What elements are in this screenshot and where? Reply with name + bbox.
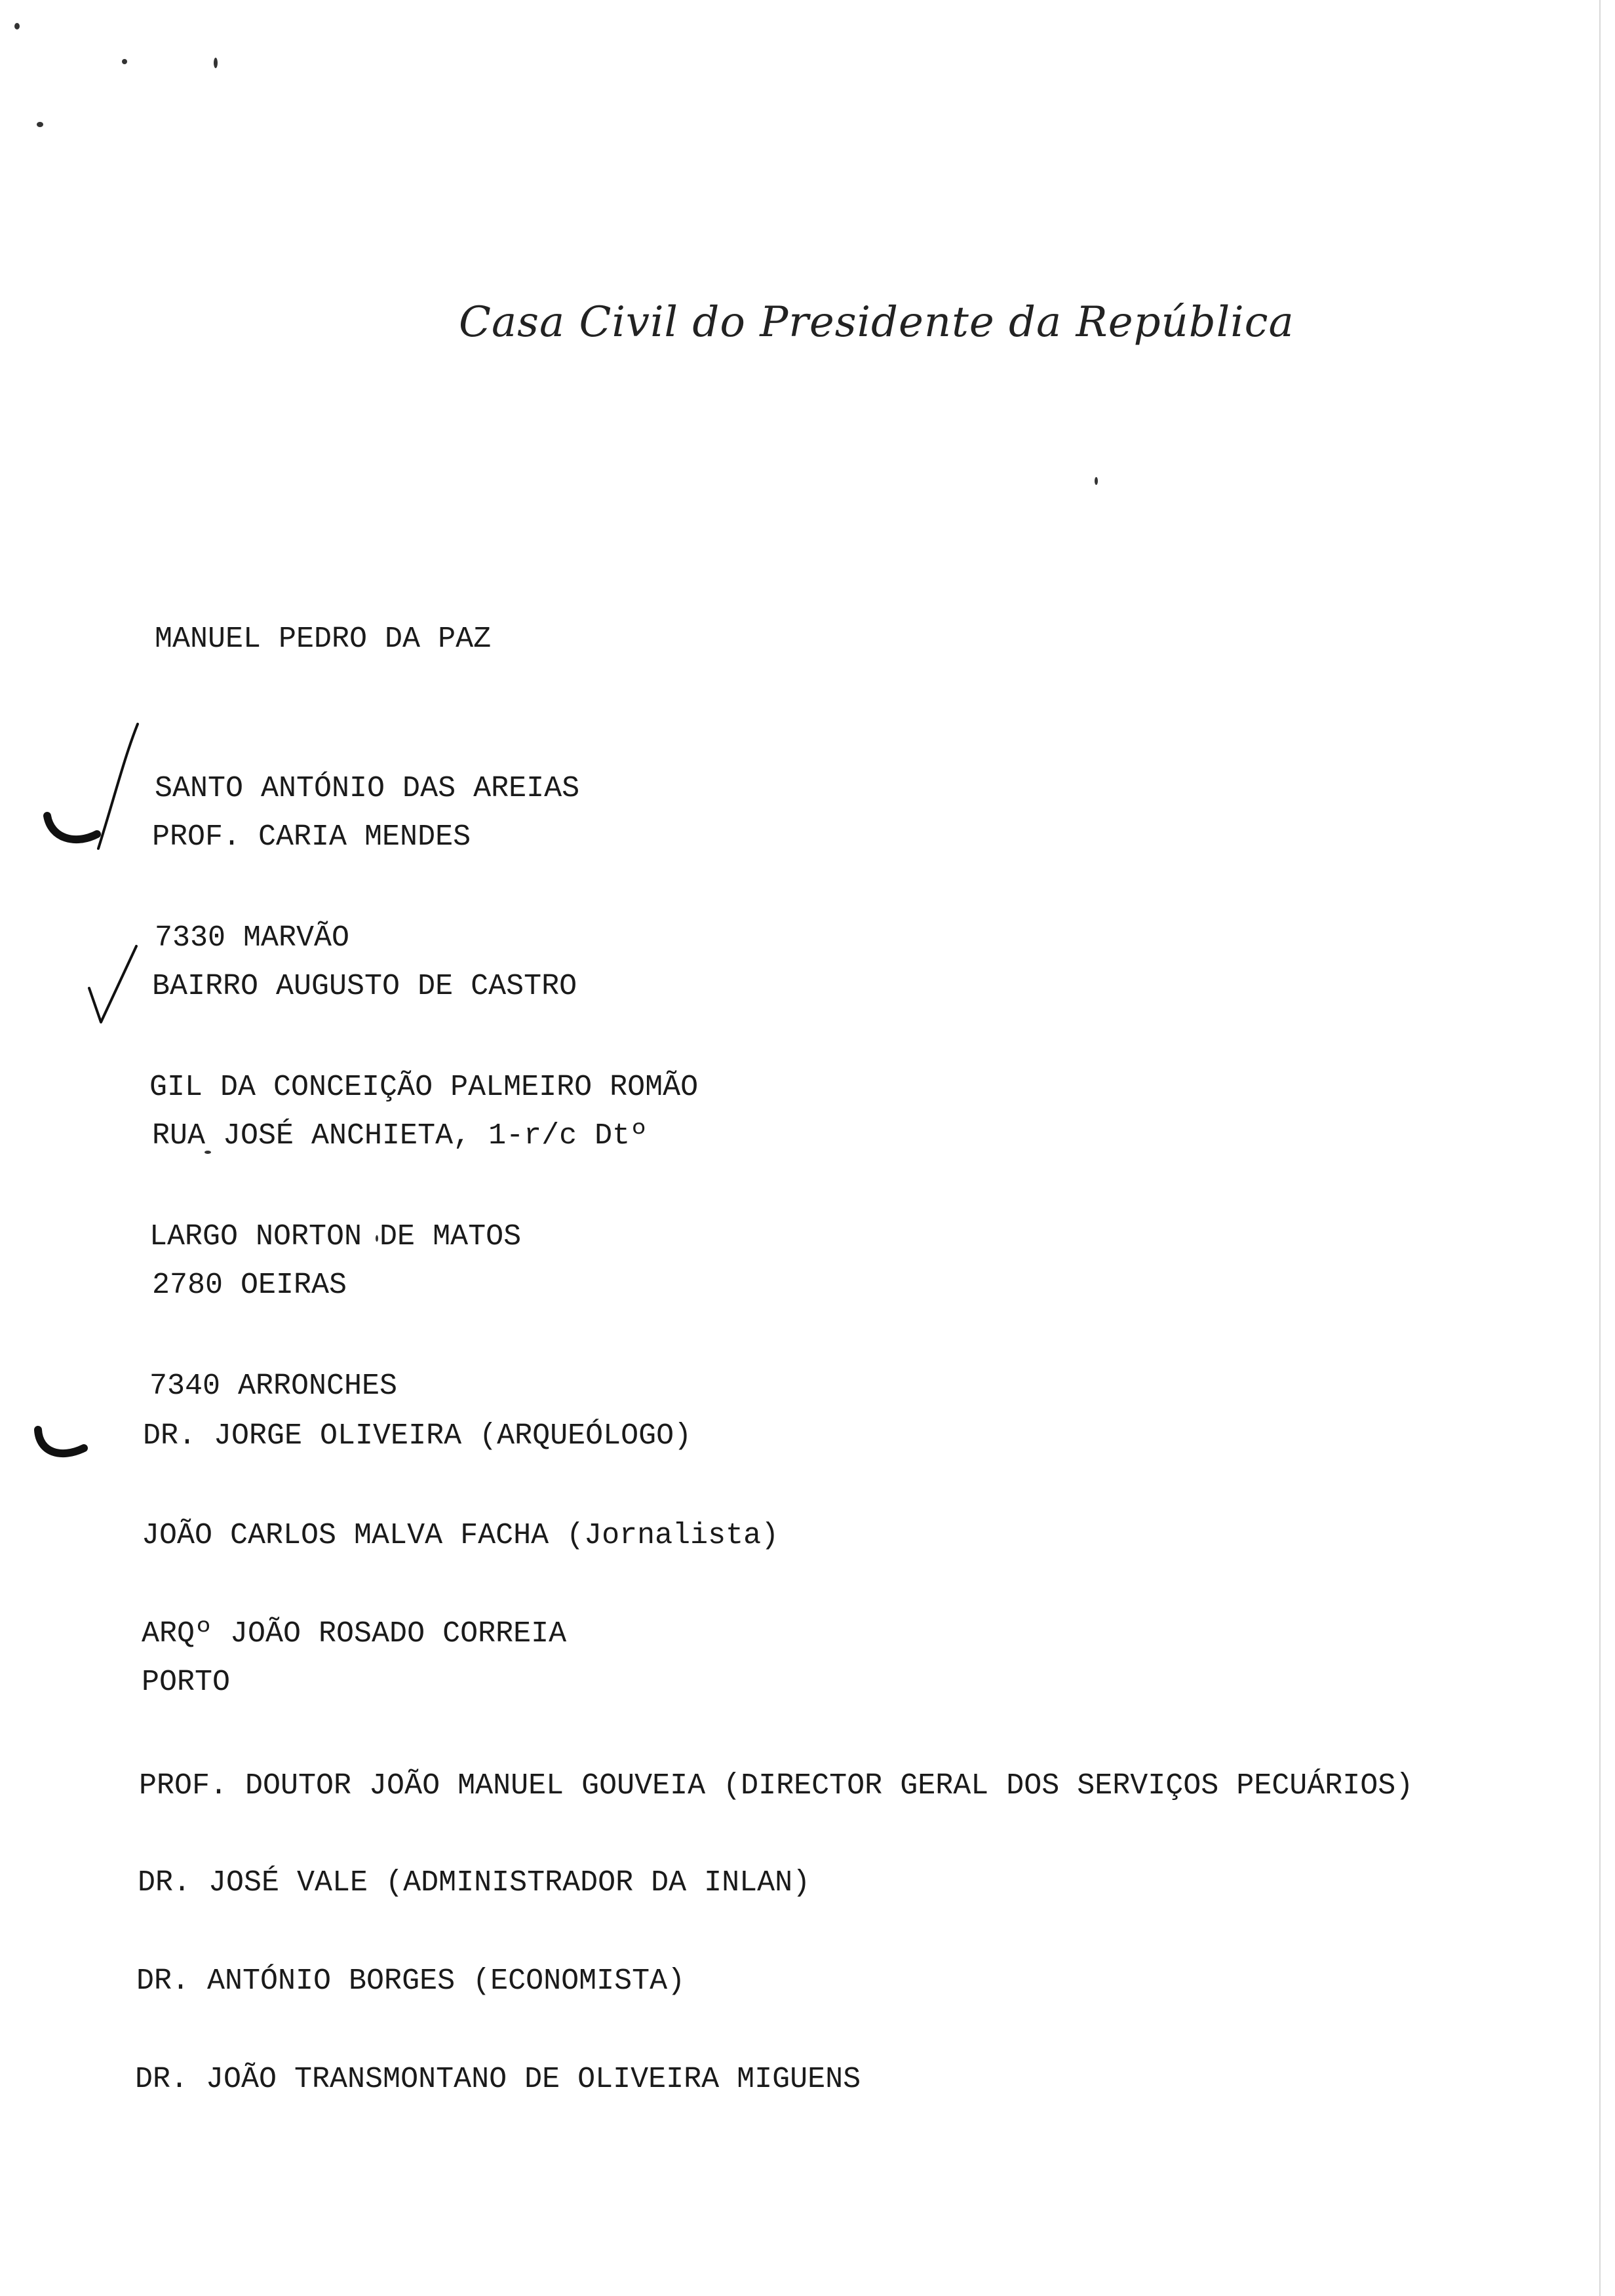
list-item: DR. JORGE OLIVEIRA (ARQUEÓLOGO): [143, 1419, 692, 1453]
address-line: LARGO NORTON DE MATOS: [149, 1220, 522, 1253]
tick-mark-icon: [31, 1423, 90, 1469]
scan-speck: [37, 122, 43, 127]
list-item: ARQº JOÃO ROSADO CORREIA: [142, 1617, 567, 1651]
address-line: 2780 OEIRAS: [152, 1269, 347, 1302]
checkmark-icon: [39, 718, 144, 862]
address-line: PROF. CARIA MENDES: [152, 820, 471, 854]
letterhead: Casa Civil do Presidente da República: [459, 298, 1294, 347]
address-line: 7330 MARVÃO: [155, 921, 350, 955]
address-line: GIL DA CONCEIÇÃO PALMEIRO ROMÃO: [149, 1071, 699, 1104]
address-line: BAIRRO AUGUSTO DE CASTRO: [152, 970, 577, 1003]
list-item-location: PORTO: [142, 1666, 231, 1699]
list-item: DR. JOSÉ VALE (ADMINISTRADOR DA INLAN): [138, 1866, 811, 1900]
list-item: PROF. DOUTOR JOÃO MANUEL GOUVEIA (DIRECTOR GERAL DOS SERVIÇOS PECUÁRIOS): [139, 1769, 1414, 1803]
list-item: DR. ANTÓNIO BORGES (ECONOMISTA): [136, 1964, 686, 1998]
address-line: MANUEL PEDRO DA PAZ: [155, 622, 492, 656]
checkmark-icon: [84, 942, 143, 1027]
scan-speck: [214, 58, 218, 68]
scan-edge-line: [1599, 0, 1601, 2296]
list-item: DR. JOÃO TRANSMONTANO DE OLIVEIRA MIGUENS: [135, 2063, 861, 2096]
address-line: 7340 ARRONCHES: [149, 1369, 398, 1403]
address-line: RUA JOSÉ ANCHIETA, 1-r/c Dtº: [152, 1119, 648, 1153]
address-line: SANTO ANTÓNIO DAS AREIAS: [155, 772, 580, 805]
scan-speck: [122, 59, 127, 64]
scan-speck: [14, 23, 20, 29]
list-item: JOÃO CARLOS MALVA FACHA (Jornalista): [142, 1519, 779, 1552]
scan-speck: [1095, 477, 1098, 485]
